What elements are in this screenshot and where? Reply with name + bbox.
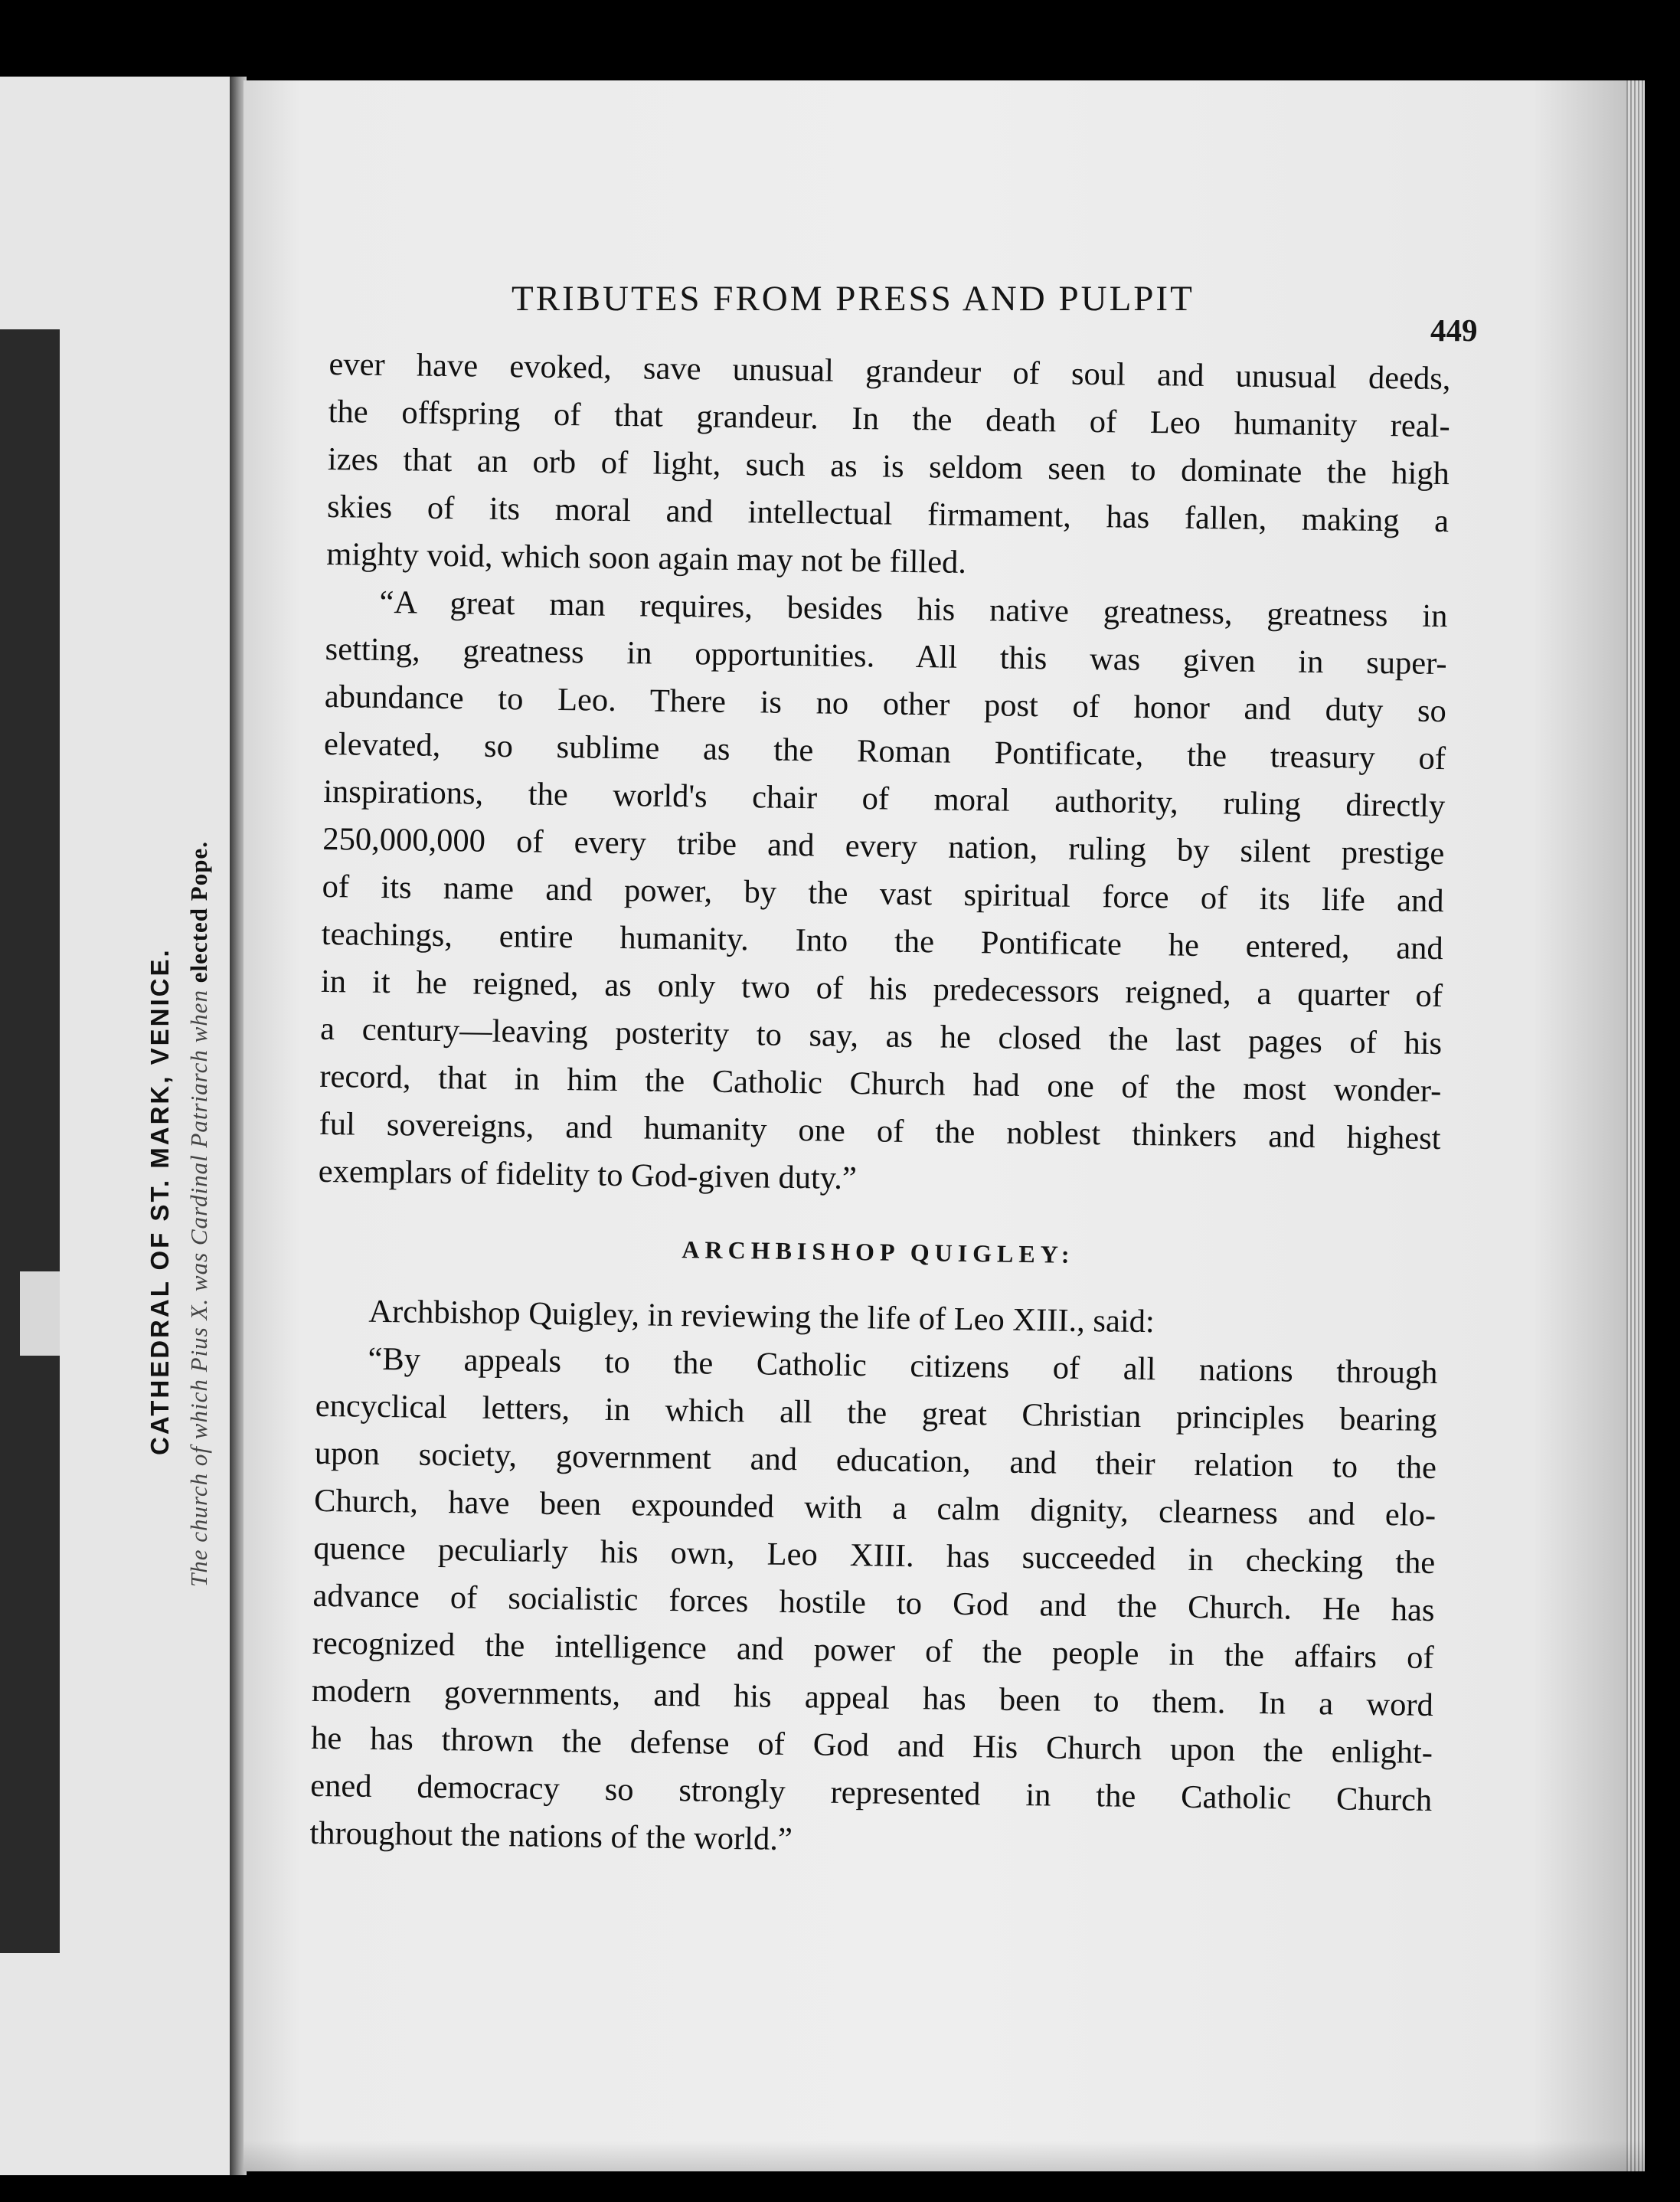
text-line: quence peculiarly his own, Leo XIII. has succeeded in checking the bbox=[313, 1530, 1436, 1582]
text-line: ful sovereigns, and humanity one of the noblest thinkers and highest bbox=[319, 1105, 1441, 1157]
text-line: Archbishop Quigley, in reviewing the life of Leo XIII., said: bbox=[368, 1293, 1155, 1340]
text-line: advance of socialistic forces hostile to God and the Church. He has bbox=[312, 1577, 1435, 1629]
text-line: inspirations, the world's chair of moral authority, ruling directly bbox=[322, 773, 1446, 825]
text-line: a century—leaving posterity to say, as he closed the last pages of his bbox=[319, 1010, 1443, 1062]
text-line: ened democracy so strongly represented in the Catholic Church bbox=[309, 1767, 1433, 1819]
page-number: 449 bbox=[1430, 312, 1478, 348]
text-line: “By appeals to the Catholic citizens of all nations through bbox=[368, 1340, 1438, 1392]
text-line: in it he reigned, as only two of his predecessors reigned, a quarter of bbox=[320, 963, 1443, 1015]
text-line: 250,000,000 of every tribe and every nation, ruling by silent prestige bbox=[322, 820, 1445, 872]
section-heading: ARCHBISHOP QUIGLEY: bbox=[681, 1235, 1075, 1268]
text-line: the offspring of that grandeur. In the death of Leo humanity real- bbox=[328, 393, 1450, 445]
text-line: elevated, so sublime as the Roman Pontificate, the treasury of bbox=[323, 725, 1446, 777]
running-head: TRIBUTES FROM PRESS AND PULPIT bbox=[512, 279, 1195, 319]
text-line: modern governments, and his appeal has been to them. In a word bbox=[311, 1672, 1434, 1724]
text-line: “A great man requires, besides his native greatness, greatness in bbox=[379, 584, 1448, 635]
text-line: teachings, entire humanity. Into the Pontificate he entered, and bbox=[321, 915, 1444, 967]
paragraph-1 bbox=[326, 341, 1451, 593]
paragraph-2 bbox=[318, 578, 1447, 1210]
caption-note-text: The church of which Pius X. was Cardinal Patriarch when bbox=[185, 983, 212, 1587]
text-line: upon society, government and education, and their relation to the bbox=[314, 1435, 1437, 1487]
text-line: he has thrown the defense of God and His Church upon the enlight- bbox=[310, 1719, 1433, 1772]
plate-detail bbox=[20, 1271, 60, 1356]
text-line: abundance to Leo. There is no other post of honor and duty so bbox=[324, 678, 1447, 730]
page-shadow bbox=[244, 2141, 1645, 2171]
plate-illustration bbox=[0, 329, 60, 1953]
text-line: encyclical letters, in which all the great Christian principles bearing bbox=[315, 1387, 1437, 1439]
text-line: mighty void, which soon again may not be filled. bbox=[326, 535, 967, 581]
paragraph-4 bbox=[309, 1335, 1438, 1872]
text-line: ever have evoked, save unusual grandeur of soul and unusual deeds, bbox=[328, 345, 1451, 398]
text-line: recognized the intelligence and power of the people in the affairs of bbox=[312, 1625, 1434, 1677]
caption-note-bold: elected Pope. bbox=[185, 841, 212, 983]
text-line: of its name and power, by the vast spiritual force of its life and bbox=[322, 868, 1444, 920]
plate-caption: CATHEDRAL OF ST. MARK, VENICE. The church of which Pius X. was Cardinal Patriarch when elected Pope. bbox=[145, 841, 212, 1587]
text-line: throughout the nations of the world.” bbox=[309, 1814, 793, 1858]
text-line: Church, have been expounded with a calm dignity, clearness and elo- bbox=[313, 1482, 1436, 1534]
page-edge bbox=[1626, 80, 1645, 2171]
text-line: skies of its moral and intellectual firmament, has fallen, making a bbox=[326, 488, 1450, 540]
body-text bbox=[309, 341, 1451, 1872]
book-page bbox=[244, 80, 1645, 2171]
text-line: setting, greatness in opportunities. All this was given in super- bbox=[325, 630, 1447, 682]
text-line: izes that an orb of light, such as is seldom seen to dominate the high bbox=[327, 440, 1450, 492]
text-line: exemplars of fidelity to God-given duty.” bbox=[318, 1153, 858, 1197]
facing-page bbox=[0, 77, 230, 2175]
text-line: record, that in him the Catholic Church had one of the most wonder- bbox=[319, 1058, 1442, 1110]
